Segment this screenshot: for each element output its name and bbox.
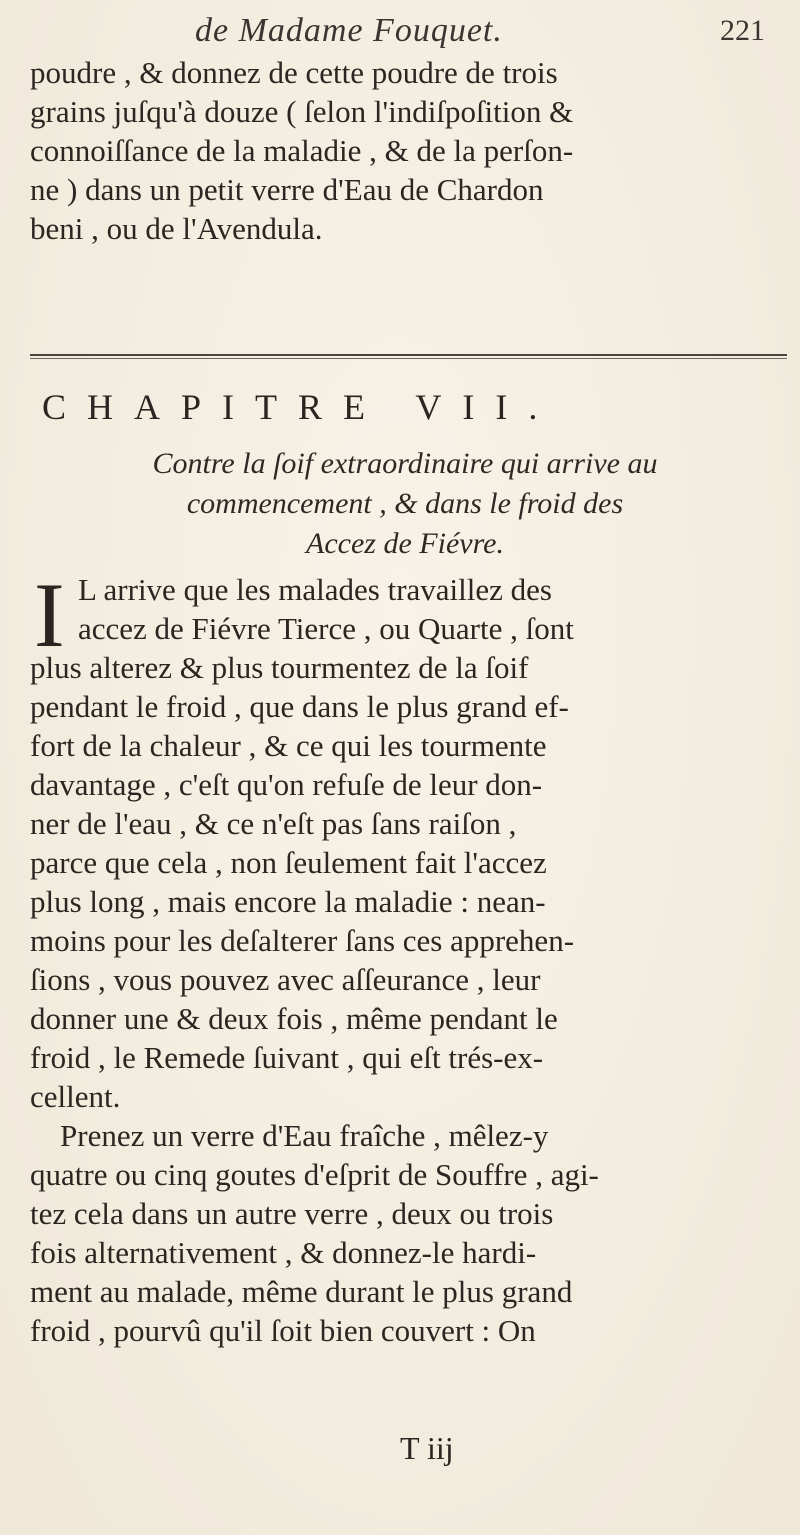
text-line: fois alternativement , & donnez-le hardi- [30, 1235, 537, 1270]
text-line: donner une & deux fois , même pendant le [30, 1001, 558, 1036]
text-line: Prenez un verre d'Eau fraîche , mêlez-y [60, 1118, 549, 1153]
text-line: quatre ou cinq goutes d'eſprit de Souffre , agi- [30, 1157, 599, 1192]
text-line: plus long , mais encore la maladie : nean- [30, 884, 546, 919]
text-line: ne ) dans un petit verre d'Eau de Chardon [30, 172, 544, 207]
text-line: parce que cela , non ſeulement fait l'accez [30, 845, 547, 880]
text-line: ſions , vous pouvez avec aſſeurance , leur [30, 962, 541, 997]
drop-cap: I [34, 564, 65, 666]
text-line: froid , pourvû qu'il ſoit bien couvert : On [30, 1313, 536, 1348]
signature-mark: T iij [400, 1430, 454, 1466]
text-line: plus alterez & plus tourmentez de la ſoif [30, 650, 529, 685]
chapter-heading: CHAPITRE VII. [42, 387, 559, 427]
text-line: tez cela dans un autre verre , deux ou trois [30, 1196, 554, 1231]
subtitle-line: commencement , & dans le froid des [186, 487, 624, 520]
text-line: cellent. [30, 1079, 121, 1114]
text-line: grains juſqu'à douze ( ſelon l'indiſpoſition & [30, 94, 574, 129]
chapter-subtitle [40, 444, 770, 564]
subtitle-line: Accez de Fiévre. [306, 527, 504, 560]
section-divider [30, 354, 787, 356]
section-divider-thin [30, 358, 787, 359]
text-line: moins pour les deſalterer ſans ces apprehen- [30, 923, 575, 958]
text-line: fort de la chaleur , & ce qui les tourmente [30, 728, 547, 763]
paragraph-continuation [30, 53, 790, 248]
text-line: poudre , & donnez de cette poudre de trois [30, 55, 558, 90]
text-line: accez de Fiévre Tierce , ou Quarte , ſont [78, 611, 574, 646]
running-title: de Madame Fouquet. [195, 12, 503, 49]
subtitle-line: Contre la ſoif extraordinaire qui arrive au [152, 447, 658, 480]
text-line: froid , le Remede ſuivant , qui eſt trés-ex- [30, 1040, 544, 1075]
text-line: davantage , c'eſt qu'on refuſe de leur don- [30, 767, 543, 802]
text-line: pendant le froid , que dans le plus grand ef- [30, 689, 569, 724]
text-line: ment au malade, même durant le plus grand [30, 1274, 573, 1309]
text-line: connoiſſance de la maladie , & de la perſon- [30, 133, 574, 168]
text-line: beni , ou de l'Avendula. [30, 211, 323, 246]
text-line: L arrive que les malades travaillez des [78, 572, 552, 607]
page-number: 221 [720, 14, 765, 47]
paragraph-main [30, 564, 790, 1350]
text-line: ner de l'eau , & ce n'eſt pas ſans raiſon , [30, 806, 517, 841]
